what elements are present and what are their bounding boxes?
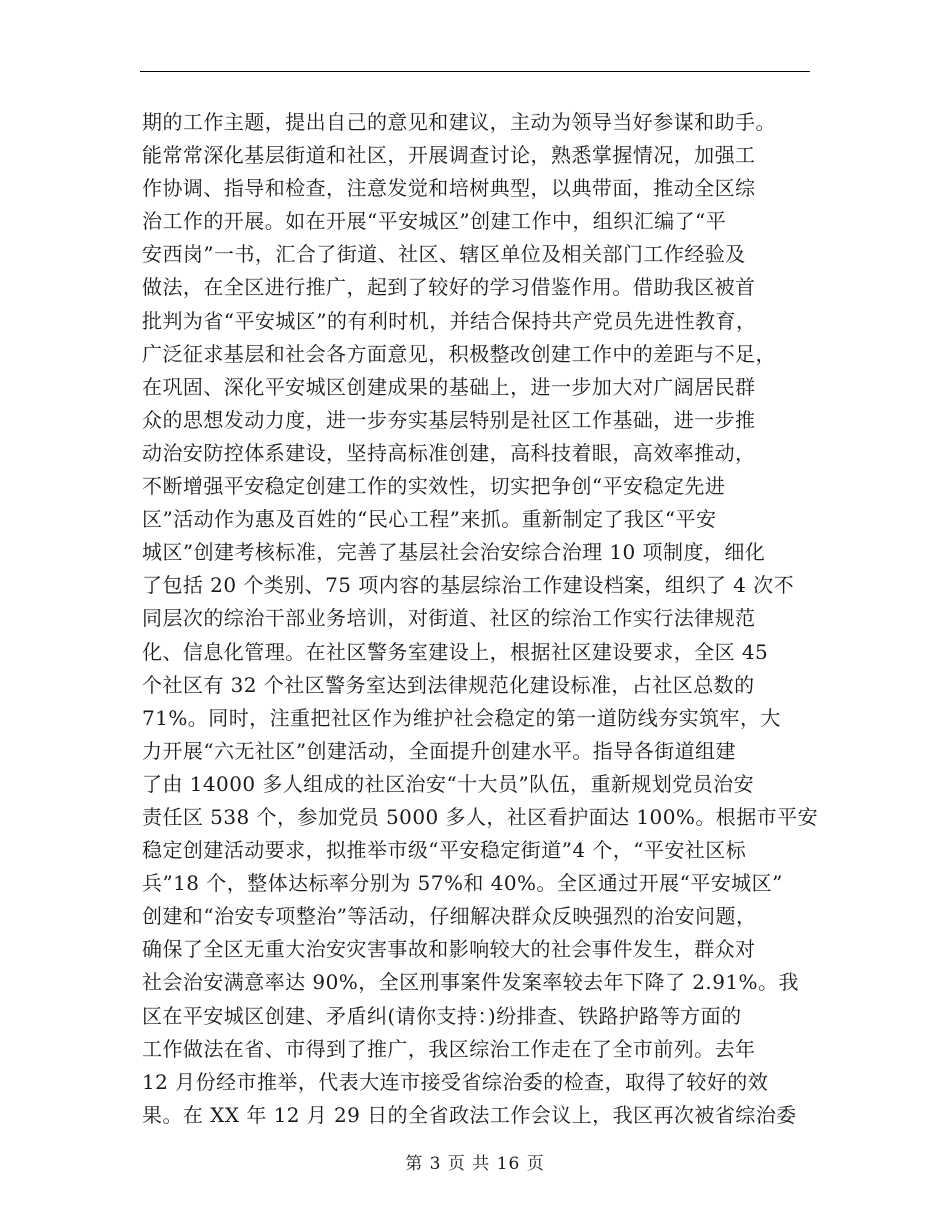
body-line: 作协调、指导和检查，注意发觉和培树典型，以典带面，推动全区综 <box>142 176 756 201</box>
body-line: 城区”创建考核标准，完善了基层社会治安综合治理 10 项制度，细化 <box>142 540 766 565</box>
page-number: 第 3 页 共 16 页 <box>405 1154 545 1174</box>
body-line: 责任区 538 个，参加党员 5000 多人，社区看护面达 100%。根据市平安 <box>142 804 819 829</box>
body-line: 能常常深化基层街道和社区，开展调查讨论，熟悉掌握情况，加强工 <box>142 143 756 168</box>
body-line: 区”活动作为惠及百姓的“民心工程”来抓。重新制定了我区“平安 <box>142 507 717 532</box>
body-line: 化、信息化管理。在社区警务室建设上，根据社区建设要求，全区 45 <box>142 639 769 664</box>
document-body <box>142 106 822 1132</box>
body-line: 做法，在全区进行推广，起到了较好的学习借鉴作用。借助我区被首 <box>142 275 756 300</box>
body-line: 兵”18 个，整体达标率分别为 57%和 40%。全区通过开展“平安城区” <box>142 871 783 896</box>
body-line: 在巩固、深化平安城区创建成果的基础上，进一步加大对广阔居民群 <box>142 374 756 399</box>
body-line: 创建和“治安专项整治”等活动，仔细解决群众反映强烈的治安问题， <box>142 904 757 929</box>
body-line: 社会治安满意率达 90%，全区刑事案件发案率较去年下降了 2.91%。我 <box>142 970 799 995</box>
body-line: 工作做法在省、市得到了推广，我区综治工作走在了全市前列。去年 <box>142 1036 756 1061</box>
body-line: 力开展“六无社区”创建活动，全面提升创建水平。指导各街道组建 <box>142 738 736 763</box>
body-line: 区在平安城区创建、矛盾纠(请你支持：)纷排查、铁路护路等方面的 <box>142 1003 742 1028</box>
body-line: 了由 14000 多人组成的社区治安“十大员”队伍，重新规划党员治安 <box>142 771 755 796</box>
body-line: 确保了全区无重大治安灾害事故和影响较大的社会事件发生，群众对 <box>142 937 756 962</box>
body-line: 71%。同时，注重把社区作为维护社会稳定的第一道防线夯实筑牢，大 <box>142 705 781 730</box>
body-line: 治工作的开展。如在开展“平安城区”创建工作中，组织汇编了“平 <box>142 209 727 234</box>
body-line: 众的思想发动力度，进一步夯实基层特别是社区工作基础，进一步推 <box>142 407 756 432</box>
body-line: 个社区有 32 个社区警务室达到法律规范化建设标准，占社区总数的 <box>142 672 755 697</box>
body-line: 动治安防控体系建设，坚持高标准创建，高科技着眼，高效率推动， <box>142 440 756 465</box>
body-line: 安西岗”一书，汇合了街道、社区、辖区单位及相关部门工作经验及 <box>142 242 746 267</box>
body-line: 批判为省“平安城区”的有利时机，并结合保持共产党员先进性教育， <box>142 308 757 333</box>
body-line: 期的工作主题，提出自己的意见和建议，主动为领导当好参谋和助手。 <box>142 110 776 134</box>
body-line: 广泛征求基层和社会各方面意见，积极整改创建工作中的差距与不足， <box>142 341 776 366</box>
body-line: 了包括 20 个类别、75 项内容的基层综治工作建设档案，组织了 4 次不 <box>142 573 795 598</box>
body-line: 果。在 XX 年 12 月 29 日的全省政法工作会议上，我区再次被省综治委 <box>142 1102 797 1127</box>
header-rule <box>140 71 810 72</box>
body-line: 稳定创建活动要求，拟推举市级“平安稳定街道”4 个，“平安社区标 <box>142 838 747 863</box>
body-line: 同层次的综治干部业务培训，对街道、社区的综治工作实行法律规范 <box>142 606 756 631</box>
body-line: 不断增强平安稳定创建工作的实效性，切实把争创“平安稳定先进 <box>142 474 726 499</box>
body-line: 12 月份经市推举，代表大连市接受省综治委的检查，取得了较好的效 <box>142 1069 769 1094</box>
